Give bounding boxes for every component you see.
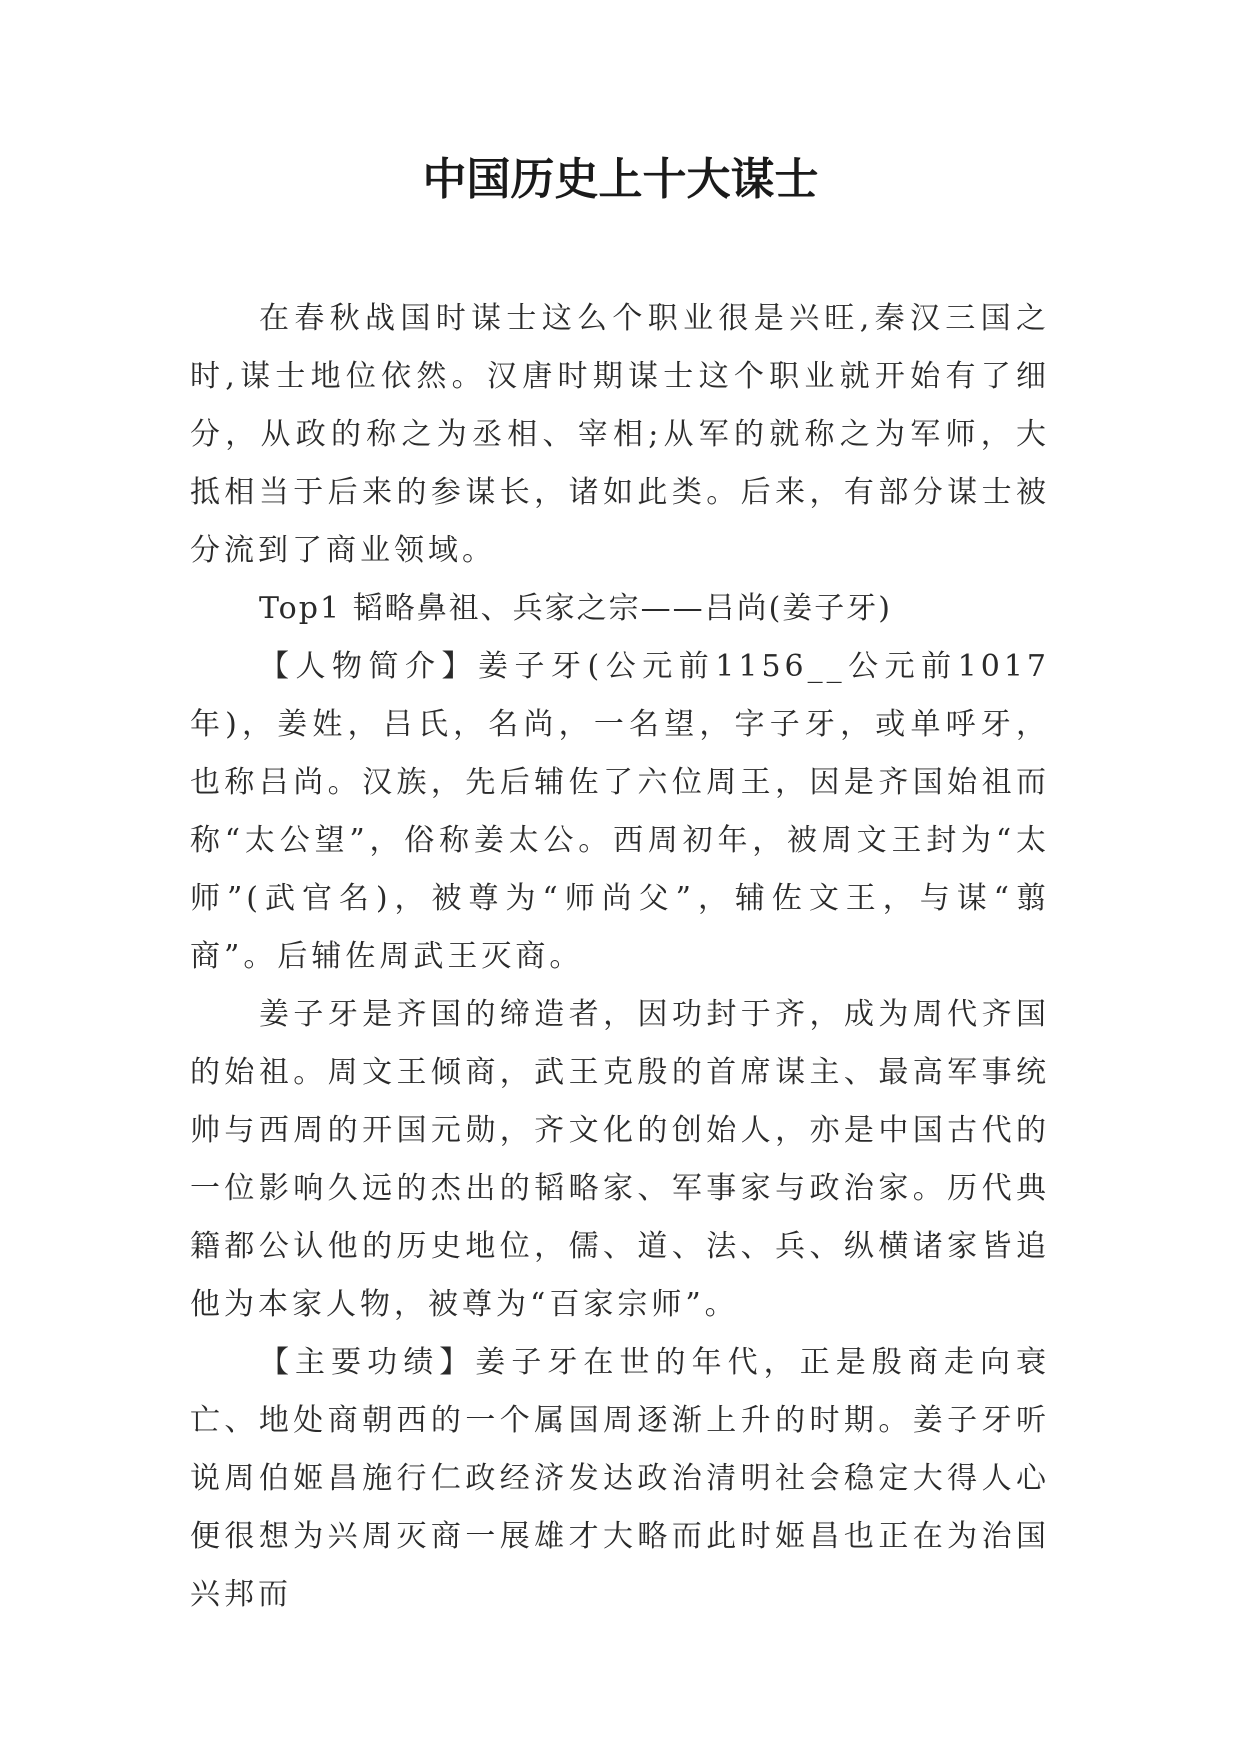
document-body <box>190 290 1050 1624</box>
paragraph-achievements: 【主要功绩】姜子牙在世的年代，正是殷商走向衰亡、地处商朝西的一个属国周逐渐上升的时期。姜子牙听说周伯姬昌施行仁政经济发达政治清明社会稳定大得人心便很想为兴周灭商一展雄才大略而此时姬昌也正在为治国兴邦而 <box>190 1345 1050 1612</box>
document-title: 中国历史上十大谋士 <box>422 154 819 205</box>
paragraph-intro: 在春秋战国时谋士这么个职业很是兴旺,秦汉三国之时,谋士地位依然。汉唐时期谋士这个职业就开始有了细分，从政的称之为丞相、宰相;从军的就称之为军师，大抵相当于后来的参谋长，诸如此类。后来，有部分谋士被分流到了商业领域。 <box>190 301 1050 568</box>
paragraph-profile: 【人物简介】姜子牙(公元前1156__公元前1017年)，姜姓，吕氏，名尚，一名望，字子牙，或单呼牙，也称吕尚。汉族，先后辅佐了六位周王，因是齐国始祖而称“太公望”，俗称姜太公。西周初年，被周文王封为“太师”(武官名)，被尊为“师尚父”，辅佐文王，与谋“翦商”。后辅佐周武王灭商。 <box>190 649 1050 974</box>
paragraph-founder: 姜子牙是齐国的缔造者，因功封于齐，成为周代齐国的始祖。周文王倾商，武王克殷的首席谋主、最高军事统帅与西周的开国元勋，齐文化的创始人，亦是中国古代的一位影响久远的杰出的韬略家、军事家与政治家。历代典籍都公认他的历史地位，儒、道、法、兵、纵横诸家皆追他为本家人物，被尊为“百家宗师”。 <box>190 997 1050 1322</box>
paragraph-top1-heading: Top1 韬略鼻祖、兵家之宗——吕尚(姜子牙) <box>259 591 892 626</box>
